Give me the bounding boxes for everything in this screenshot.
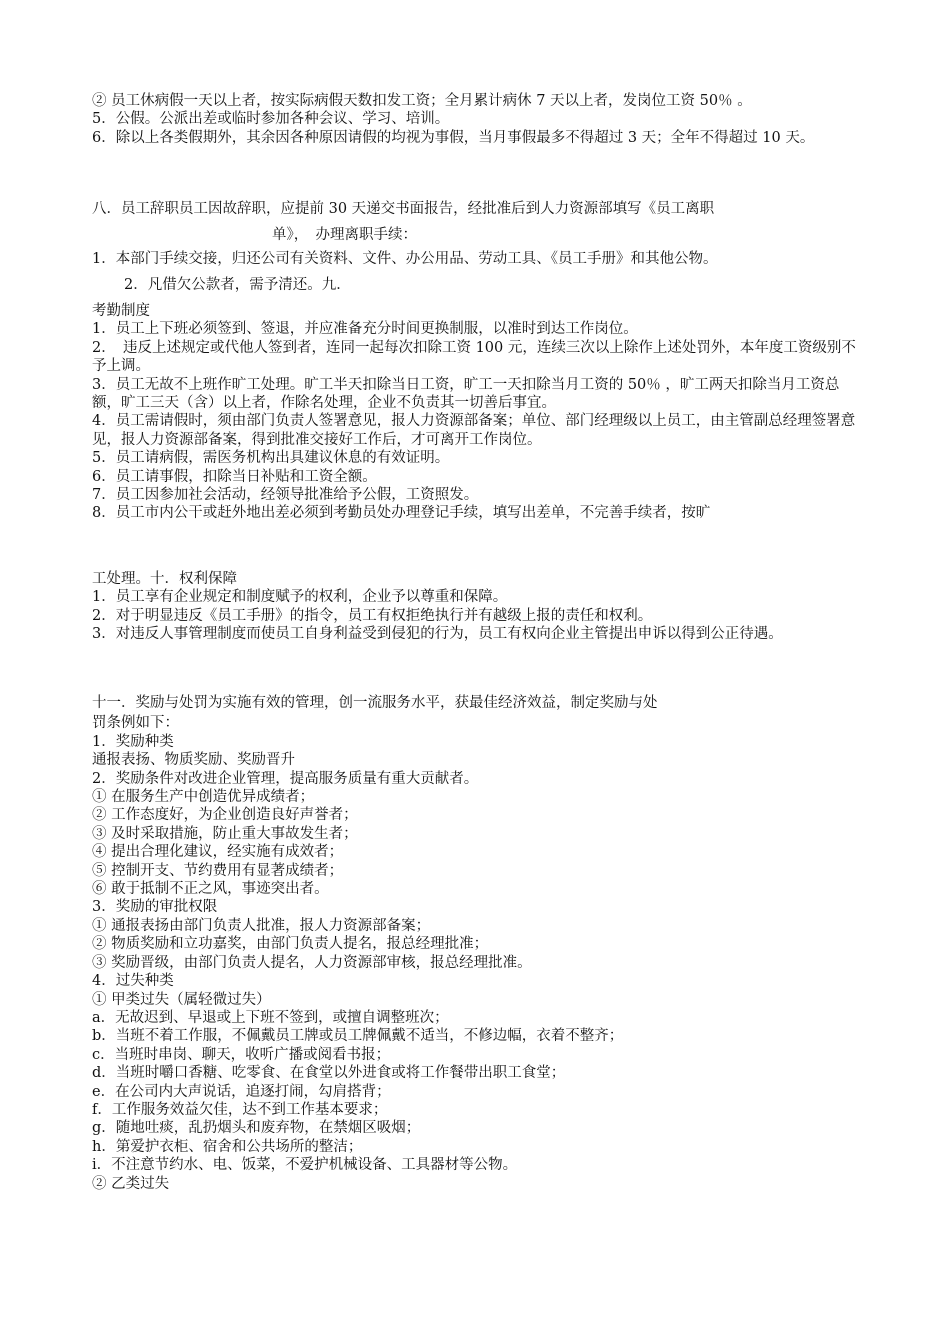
list-item: 1．本部门手续交接，归还公司有关资料、文件、办公用品、劳动工具、《员工手册》和其他公物。: [92, 251, 718, 267]
list-item: 4．过失种类: [92, 973, 174, 990]
section-11-lines: [92, 733, 862, 1193]
section-9: [92, 302, 862, 523]
section-heading: 十一．奖励与处罚为实施有效的管理，创一流服务水平，获最佳经济效益，制定奖励与处: [92, 695, 658, 711]
list-item: 1．员工享有企业规定和制度赋予的权利，企业予以尊重和保障。: [92, 589, 508, 606]
list-item: ⑥ 敢于抵制不正之风，事迹突出者。: [92, 881, 329, 898]
list-item: 7．员工因参加社会活动，经领导批准给予公假，工资照发。: [92, 487, 479, 504]
list-item: 6．员工请事假，扣除当日补贴和工资全额。: [92, 468, 377, 485]
list-item: ③ 及时采取措施，防止重大事故发生者；: [92, 825, 358, 842]
paragraph: 5．公假。公派出差或临时参加各种会议、学习、培训。: [92, 111, 450, 128]
list-item: i．不注意节约水、电、饭菜，不爱护机械设备、工具器材等公物。: [92, 1157, 518, 1174]
section-8-heading-cont: [272, 226, 872, 244]
list-item: 2．对于明显违反《员工手册》的指令，员工有权拒绝执行并有越级上报的责任和权利。: [92, 607, 653, 624]
section-10: [92, 570, 862, 644]
section-8-items: [92, 250, 862, 268]
list-item: ② 乙类过失: [92, 1175, 170, 1192]
leave-items-block: [92, 92, 862, 147]
list-item: 1．员工上下班必须签到、签退，并应准备充分时间更换制服，以准时到达工作岗位。: [92, 321, 638, 338]
list-item: ② 工作态度好，为企业创造良好声誉者；: [92, 807, 358, 824]
section-11: [92, 694, 862, 1193]
list-item: 3．奖励的审批权限: [92, 899, 218, 916]
list-item: 3．对违反人事管理制度而使员工自身利益受到侵犯的行为，员工有权向企业主管提出申诉以得到公正待遇。: [92, 626, 783, 643]
list-item: ① 甲类过失（属轻微过失）: [92, 991, 271, 1008]
list-item: ③ 奖励晋级，由部门负责人提名，人力资源部审核，报总经理批准。: [92, 954, 532, 971]
list-item: 2．奖励条件对改进企业管理，提高服务质量有重大贡献者。: [92, 770, 479, 787]
paragraph: ② 员工休病假一天以上者，按实际病假天数扣发工资；全月累计病休 7 天以上者，发岗位工资 50％ 。: [92, 93, 752, 109]
list-item: e．在公司内大声说话，追逐打闹，勾肩搭背；: [92, 1083, 391, 1100]
list-item: ④ 提出合理化建议，经实施有成效者；: [92, 844, 344, 861]
list-item: ① 通报表扬由部门负责人批准，报人力资源部备案；: [92, 917, 431, 934]
list-item: f．工作服务效益欠佳，达不到工作基本要求；: [92, 1101, 388, 1118]
list-item: 2．凡借欠公款者，需予清还。九．: [124, 277, 351, 293]
section-8-heading: [92, 200, 862, 218]
section-heading-continuation: 单》， 办理离职手续：: [272, 227, 417, 243]
section-heading: 八．员工辞职员工因故辞职，应提前 30 天递交书面报告，经批准后到人力资源部填写《员工离职: [92, 201, 715, 217]
list-item: 1．奖励种类: [92, 733, 174, 750]
list-item: d．当班时嚼口香糖、吃零食、在食堂以外进食或将工作餐带出职工食堂；: [92, 1065, 566, 1082]
list-item: 8．员工市内公干或赶外地出差必须到考勤员处办理登记手续，填写出差单，不完善手续者，按旷: [92, 505, 711, 522]
list-item: 2． 违反上述规定或代他人签到者，连同一起每次扣除工资 100 元，连续三次以上除作上述处罚外，本年度工资级别不予上调。: [92, 339, 856, 375]
section-heading-continuation: 罚条例如下：: [92, 715, 179, 732]
list-item: ② 物质奖励和立功嘉奖，由部门负责人提名，报总经理批准；: [92, 936, 489, 953]
section-8-item-2: [124, 276, 844, 294]
list-item: 通报表扬、物质奖励、奖励晋升: [92, 752, 295, 769]
list-item: b．当班不着工作服，不佩戴员工牌或员工牌佩戴不适当，不修边幅，衣着不整齐；: [92, 1028, 624, 1045]
section-heading: 工处理。十．权利保障: [92, 571, 237, 587]
list-item: 4．员工需请假时，须由部门负责人签署意见，报人力资源部备案；单位、部门经理级以上员工，由主管副总经理签署意见，报人力资源部备案，得到批准交接好工作后，才可离开工作岗位。: [92, 413, 856, 448]
list-item: 5．员工请病假，需医务机构出具建议休息的有效证明。: [92, 450, 450, 467]
list-item: g．随地吐痰，乱扔烟头和废弃物，在禁烟区吸烟；: [92, 1120, 421, 1137]
list-item: a．无故迟到、早退或上下班不签到，或擅自调整班次；: [92, 1009, 449, 1026]
list-item: 3．员工无故不上班作旷工处理。旷工半天扣除当日工资，旷工一天扣除当月工资的 50％ ，旷工两天扣除当月工资总额，旷工三天（含）以上者，作除名处理，企业不负责其一切善后事宜。: [92, 376, 840, 412]
list-item: h．第爱护衣柜、宿舍和公共场所的整洁；: [92, 1138, 363, 1155]
section-title: 考勤制度: [92, 303, 150, 319]
paragraph: 6．除以上各类假期外，其余因各种原因请假的均视为事假，当月事假最多不得超过 3 天；全年不得超过 10 天。: [92, 129, 815, 146]
list-item: ① 在服务生产中创造优异成绩者；: [92, 789, 315, 806]
list-item: c．当班时串岗、聊天，收听广播或阅看书报；: [92, 1046, 391, 1063]
list-item: ⑤ 控制开支、节约费用有显著成绩者；: [92, 862, 344, 879]
